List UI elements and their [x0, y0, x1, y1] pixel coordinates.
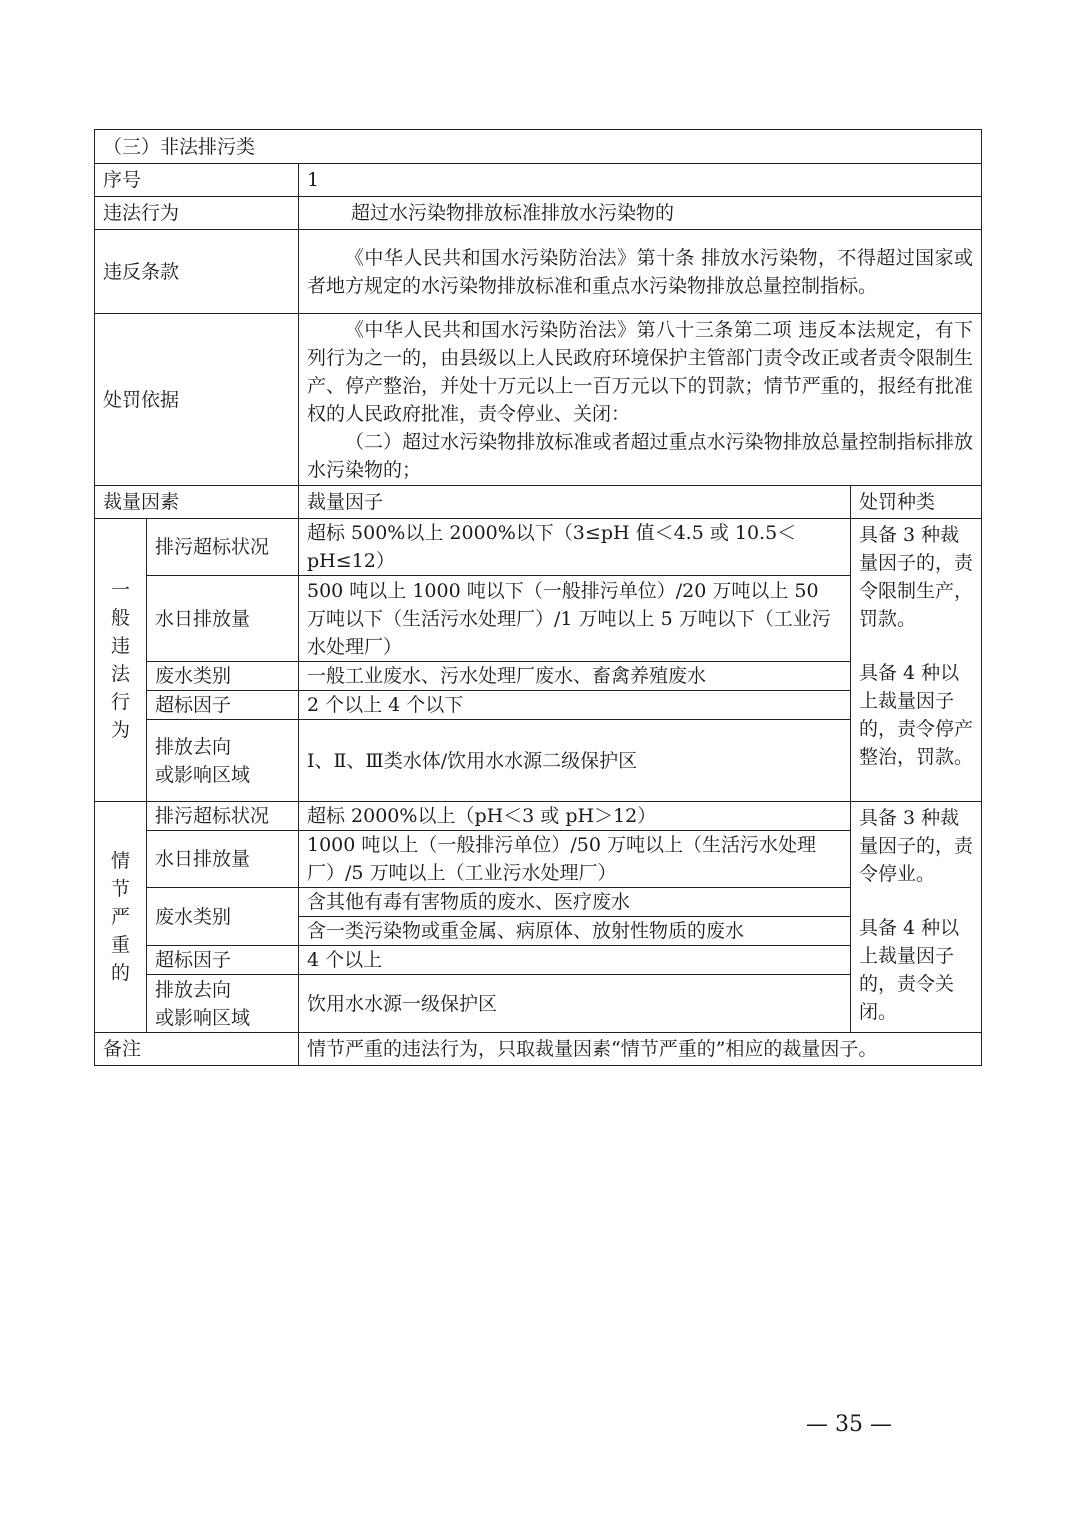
serious-factor-value: 超标 2000%以上（pH＜3 或 pH＞12） [299, 802, 851, 831]
general-penalty-a: 具备 3 种裁量因子的，责令限制生产，罚款。 [859, 524, 974, 630]
serious-row-5 [95, 946, 982, 975]
serious-row-1 [95, 802, 982, 831]
general-row-1 [95, 519, 982, 576]
clause-label: 违反条款 [95, 230, 299, 314]
serious-factor-name: 排污超标状况 [147, 802, 299, 831]
basis-row [95, 314, 982, 486]
serious-factor-value: 1000 吨以上（一般排污单位）/50 万吨以上（生活污水处理厂）/5 万吨以上（工业污水处理厂） [299, 831, 851, 888]
basis-paragraph-1: 《中华人民共和国水污染防治法》第八十三条第二项 违反本法规定，有下列行为之一的，由县级以上人民政府环境保护主管部门责令改正或者责令限制生产、停产整治，并处十万元以上一百万元以下的罚款；情节严重的，报经有批准权的人民政府批准，责令停业、关闭： [307, 318, 974, 425]
serious-penalty-a: 具备 3 种裁量因子的，责令停业。 [859, 807, 974, 885]
general-penalty-b: 具备 4 种以上裁量因子的，责令停产整治，罚款。 [859, 662, 974, 768]
serious-factor-name: 废水类别 [147, 888, 299, 946]
behavior-label: 违法行为 [95, 197, 299, 230]
serious-category-label: 情节严重的 [95, 802, 147, 1033]
serious-factor-name: 超标因子 [147, 946, 299, 975]
remark-label: 备注 [95, 1033, 299, 1066]
general-row-5 [95, 720, 982, 802]
serious-factor-value: 含其他有毒有害物质的废水、医疗废水 [299, 888, 851, 917]
serious-row-2 [95, 831, 982, 888]
general-category-label: 一般违法行为 [95, 519, 147, 802]
header-row [95, 486, 982, 519]
serious-factor-name: 排放去向 或影响区域 [147, 975, 299, 1033]
general-factor-value: 2 个以上 4 个以下 [299, 691, 851, 720]
serious-factor-value: 4 个以上 [299, 946, 851, 975]
serious-penalty [851, 802, 982, 1033]
basis-label: 处罚依据 [95, 314, 299, 486]
general-factor-name: 超标因子 [147, 691, 299, 720]
seq-value: 1 [299, 164, 982, 197]
general-factor-name: 排污超标状况 [147, 519, 299, 576]
general-factor-name: 水日排放量 [147, 576, 299, 662]
serious-factor-name: 水日排放量 [147, 831, 299, 888]
header-criteria: 裁量因子 [299, 486, 851, 519]
serious-row-6 [95, 975, 982, 1033]
behavior-row [95, 197, 982, 230]
clause-value: 《中华人民共和国水污染防治法》第十条 排放水污染物，不得超过国家或者地方规定的水污染物排放标准和重点水污染物排放总量控制指标。 [299, 230, 982, 314]
serious-penalty-b: 具备 4 种以上裁量因子的，责令关闭。 [859, 917, 960, 1023]
general-row-3 [95, 662, 982, 691]
seq-label: 序号 [95, 164, 299, 197]
basis-value [299, 314, 982, 486]
serious-factor-value-2: 含一类污染物或重金属、病原体、放射性物质的废水 [299, 917, 851, 946]
section-title-row [95, 130, 982, 164]
general-row-4 [95, 691, 982, 720]
general-factor-value: 超标 500%以上 2000%以下（3≤pH 值＜4.5 或 10.5＜pH≤12） [299, 519, 851, 576]
general-row-2 [95, 576, 982, 662]
remark-row [95, 1033, 982, 1066]
header-penalty: 处罚种类 [851, 486, 982, 519]
behavior-value: 超过水污染物排放标准排放水污染物的 [299, 197, 982, 230]
page-number: — 35 — [806, 1412, 892, 1437]
general-factor-name: 排放去向 或影响区域 [147, 720, 299, 802]
penalty-discretion-table [94, 129, 982, 1066]
general-factor-name: 废水类别 [147, 662, 299, 691]
serious-row-3 [95, 888, 982, 917]
remark-value: 情节严重的违法行为，只取裁量因素“情节严重的”相应的裁量因子。 [299, 1033, 982, 1066]
general-factor-value: Ⅰ、Ⅱ、Ⅲ类水体/饮用水水源二级保护区 [299, 720, 851, 802]
general-factor-value: 500 吨以上 1000 吨以下（一般排污单位）/20 万吨以上 50 万吨以下（生活污水处理厂）/1 万吨以上 5 万吨以下（工业污水处理厂） [299, 576, 851, 662]
general-penalty [851, 519, 982, 802]
section-title: （三）非法排污类 [95, 130, 982, 164]
general-factor-value: 一般工业废水、污水处理厂废水、畜禽养殖废水 [299, 662, 851, 691]
basis-paragraph-2: （二）超过水污染物排放标准或者超过重点水污染物排放总量控制指标排放水污染物的； [307, 430, 974, 481]
seq-row [95, 164, 982, 197]
serious-factor-value: 饮用水水源一级保护区 [299, 975, 851, 1033]
clause-row [95, 230, 982, 314]
header-factor: 裁量因素 [95, 486, 299, 519]
